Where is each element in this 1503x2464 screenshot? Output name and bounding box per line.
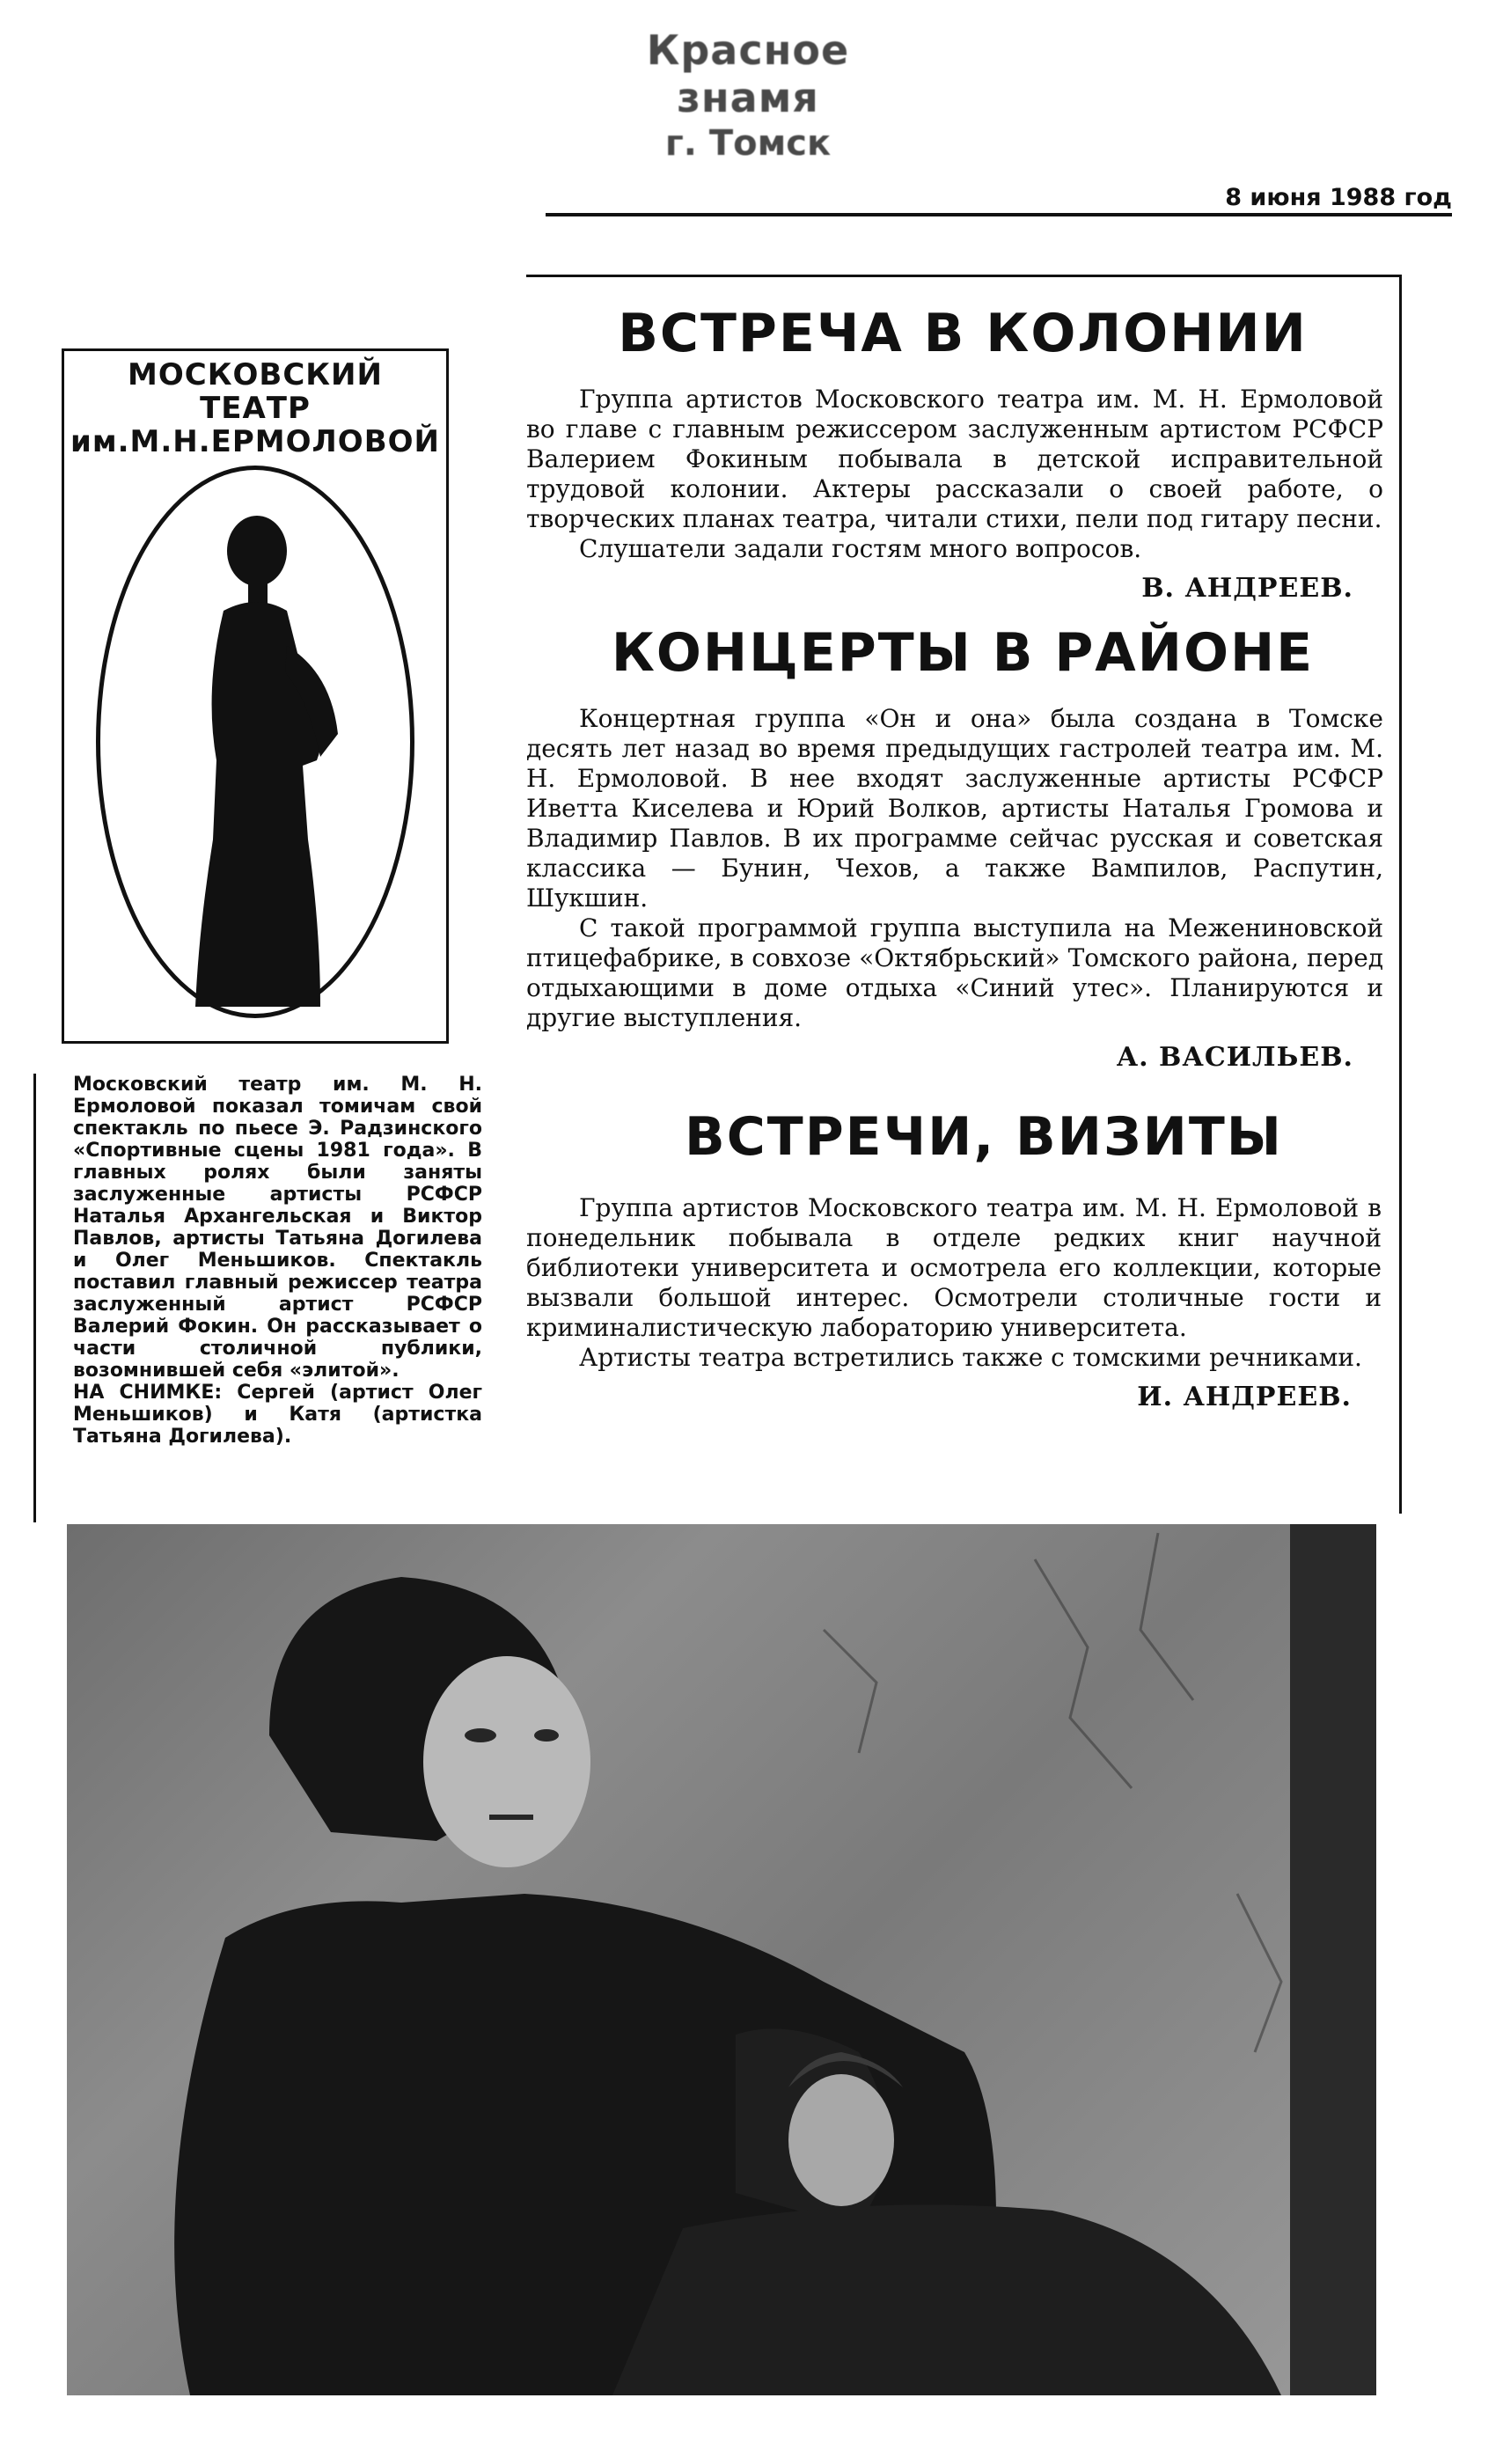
issue-date: 8 июня 1988 год <box>1216 184 1452 211</box>
actors-photo-illustration <box>67 1524 1376 2395</box>
article-body <box>526 385 1399 564</box>
article-paragraph: Концертная группа «Он и она» была создана в Томске десять лет назад во время предыдущих гастролей театра им. М. Н. Ермоловой. В нее входят заслуженные артисты РСФСР Иветта Киселева и Юрий Волков, артисты Наталья Громова и Владимир Павлов. В их программе сейчас русская и советская классика — Бунин, Чехов, а также Вампилов, Распутин, Шукшин. <box>526 704 1383 913</box>
stamp-line-1: Красное знамя <box>646 26 850 121</box>
article-paragraph: Группа артистов Московского театра им. М. Н. Ермоловой в понедельник побывала в отделе редких книг научной библиотеки университета и осмотрела его коллекции, которые вызвали большой интерес. Осмотрели столичные гости и криминалистическую лабораторию университета. <box>526 1193 1382 1342</box>
caption-body: Московский театр им. М. Н. Ермоловой показал томичам свой спектакль по пьесе Э. Радзинского «Спортивные сцены 1981 года». В главных ролях были заняты заслуженные артисты РСФСР Наталья Архангельская и Виктор Павлов, артисты Татьяна Догилева и Олег Меньшиков. Спектакль поставил главный режиссер театра заслуженный артист РСФСР Валерий Фокин. Он рассказывает о части столичной публики, возомнившей себя «элитой». <box>73 1074 482 1382</box>
article-paragraph: Артисты театра встретились также с томскими речниками. <box>579 1343 1362 1372</box>
article-paragraph: С такой программой группа выступила на Межениновской птицефабрике, в совхозе «Октябрьский» Томского района, перед отдыхающими в доме отдыха «Синий утес». Планируются и другие выступления. <box>526 913 1383 1032</box>
theatre-logo <box>62 348 449 1044</box>
logo-line-2: ТЕАТР <box>200 391 311 426</box>
article-paragraph: Слушатели задали гостям много вопросов. <box>579 534 1142 563</box>
article-headline: КОНЦЕРТЫ В РАЙОНЕ <box>611 622 1315 684</box>
article-headline: ВСТРЕЧА В КОЛОНИИ <box>618 303 1308 364</box>
article-author: И. АНДРЕЕВ. <box>1137 1382 1352 1412</box>
article-colony <box>526 277 1399 604</box>
article-body <box>526 1193 1397 1373</box>
news-column-lower <box>526 1106 1397 1524</box>
article-author: В. АНДРЕЕВ. <box>1141 573 1353 604</box>
article-body <box>526 704 1399 1033</box>
article-visits <box>526 1106 1397 1412</box>
stamp-line-2: г. Томск <box>664 123 832 164</box>
dateline <box>546 172 1452 216</box>
article-concerts <box>526 604 1399 1073</box>
article-author: А. ВАСИЛЬЕВ. <box>1116 1042 1353 1073</box>
article-headline: ВСТРЕЧИ, ВИЗИТЫ <box>685 1106 1283 1168</box>
photo-caption <box>33 1074 482 1522</box>
actress-silhouette-icon <box>100 470 410 1014</box>
logo-oval-frame <box>96 466 414 1018</box>
stage-photo <box>67 1524 1376 2395</box>
logo-line-1: МОСКОВСКИЙ <box>128 357 383 392</box>
article-paragraph: Группа артистов Московского театра им. М. Н. Ермоловой во главе с главным режиссером заслуженным артистом РСФСР Валерием Фокиным побывала в детской исправительной трудовой колонии. Актеры рассказали о своей работе, о творческих планах театра, читали стихи, пели под гитару песни. <box>526 385 1383 533</box>
newspaper-stamp <box>572 26 924 164</box>
logo-line-3: им.М.Н.ЕРМОЛОВОЙ <box>70 424 440 459</box>
caption-photo-note: НА СНИМКЕ: Сергей (артист Олег Меньшиков) и Катя (артистка Татьяна Догилева). <box>73 1382 482 1448</box>
logo-title <box>64 358 446 458</box>
